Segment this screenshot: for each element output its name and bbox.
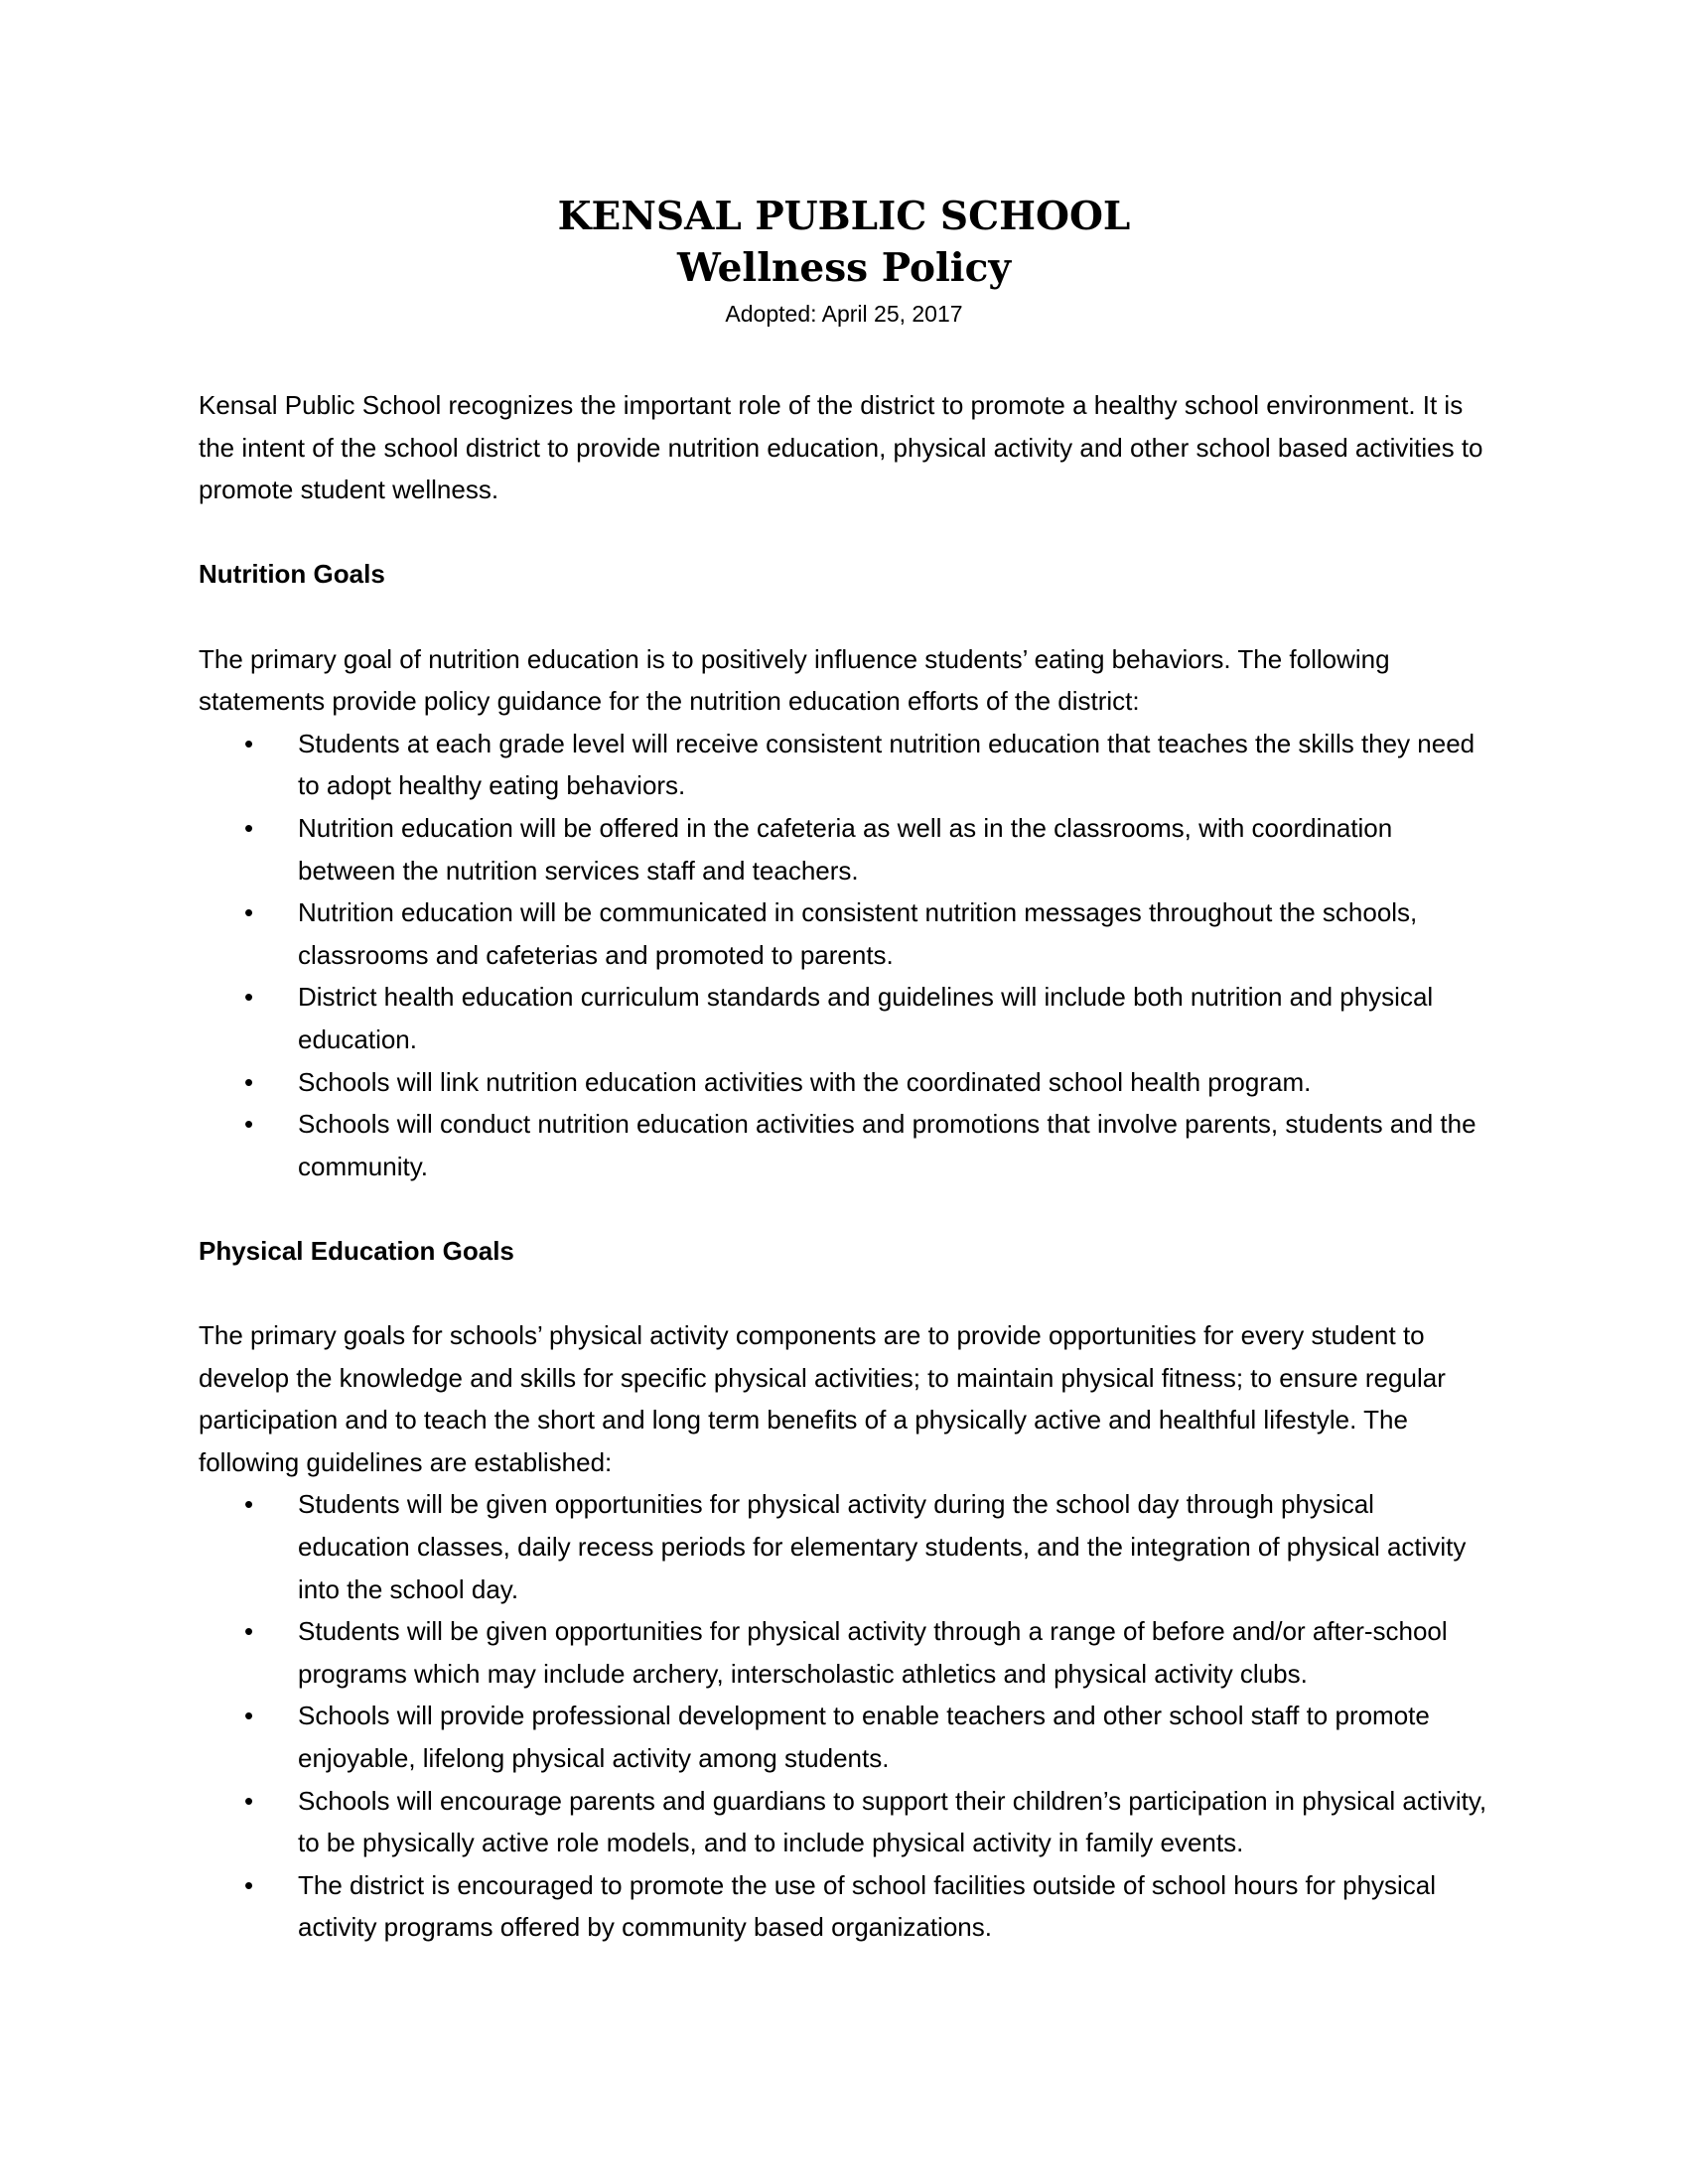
list-item-text: Students at each grade level will receive consistent nutrition education that teaches the skills they need to adopt healthy eating behaviors.: [298, 728, 1476, 801]
bullet-icon: •: [244, 1066, 254, 1097]
list-item: [199, 807, 1489, 891]
page-title: KENSAL PUBLIC SCHOOL: [557, 194, 1131, 239]
list-item: [199, 1780, 1489, 1864]
list-item: [199, 1695, 1489, 1779]
spacer: [199, 596, 1489, 638]
list-item-text: Schools will encourage parents and guardians to support their children’s participation in physical activity, to be physically active role models, and to include physical activity in family events.: [298, 1785, 1487, 1858]
bullet-icon: •: [244, 812, 254, 843]
nutrition-bullet-list: [199, 723, 1489, 1188]
page-subtitle: Wellness Policy: [676, 245, 1012, 291]
spacer: [199, 511, 1489, 554]
spacer: [199, 1272, 1489, 1314]
bullet-icon: •: [244, 1616, 254, 1647]
bullet-icon: •: [244, 728, 254, 758]
physical-intro-paragraph: The primary goals for schools’ physical activity components are to provide opportunities for every student to develop the knowledge and skills for specific physical activities; to maintain physical fitness; to ensure regular participation and to teach the short and long term benefits of a physically active and healthful lifestyle. The following guidelines are established:: [199, 1320, 1446, 1477]
list-item-text: Schools will conduct nutrition education activities and promotions that involve parents, students and the community.: [298, 1109, 1477, 1181]
bullet-icon: •: [244, 1489, 254, 1520]
adopted-date: Adopted: April 25, 2017: [725, 301, 963, 327]
nutrition-intro-paragraph: The primary goal of nutrition education is to positively influence students’ eating behaviors. The following statements provide policy guidance for the nutrition education efforts of the district:: [199, 643, 1390, 717]
list-item-text: Nutrition education will be offered in the cafeteria as well as in the classrooms, with coordination between the nutrition services staff and teachers.: [298, 812, 1393, 886]
document-body: [199, 384, 1489, 1949]
physical-education-goals-heading: Physical Education Goals: [199, 1235, 514, 1266]
bullet-icon: •: [244, 1869, 254, 1900]
bullet-icon: •: [244, 897, 254, 928]
nutrition-goals-heading: Nutrition Goals: [199, 559, 385, 590]
list-item: [199, 1061, 1489, 1104]
list-item-text: Students will be given opportunities for physical activity during the school day through physical education classes, daily recess periods for elementary students, and the integration of physical activity into the school day.: [298, 1489, 1467, 1604]
bullet-icon: •: [244, 1785, 254, 1816]
list-item-text: Schools will provide professional development to enable teachers and other school staff to promote enjoyable, lifelong physical activity among students.: [298, 1701, 1430, 1773]
physical-bullet-list: [199, 1483, 1489, 1949]
list-item-text: Schools will link nutrition education activities with the coordinated school health program.: [298, 1066, 1312, 1097]
list-item: [199, 1610, 1489, 1695]
list-item-text: The district is encouraged to promote the use of school facilities outside of school hours for physical activity programs offered by community based organizations.: [298, 1869, 1437, 1943]
list-item-text: Nutrition education will be communicated in consistent nutrition messages throughout the schools, classrooms and cafeterias and promoted to parents.: [298, 897, 1418, 970]
bullet-icon: •: [244, 1109, 254, 1140]
list-item: [199, 723, 1489, 807]
document-header: [0, 191, 1688, 332]
spacer: [199, 1187, 1489, 1230]
intro-paragraph: Kensal Public School recognizes the important role of the district to promote a healthy school environment. It is the intent of the school district to provide nutrition education, physical activity and other school based activities to promote student wellness.: [199, 390, 1483, 505]
list-item-text: Students will be given opportunities for physical activity through a range of before and/or after-school programs which may include archery, interscholastic athletics and physical activity clubs.: [298, 1616, 1448, 1689]
list-item-text: District health education curriculum standards and guidelines will include both nutrition and physical education.: [298, 982, 1434, 1054]
list-item: [199, 1103, 1489, 1187]
bullet-icon: •: [244, 1701, 254, 1731]
list-item: [199, 976, 1489, 1060]
bullet-icon: •: [244, 982, 254, 1013]
list-item: [199, 891, 1489, 976]
list-item: [199, 1483, 1489, 1610]
list-item: [199, 1864, 1489, 1949]
